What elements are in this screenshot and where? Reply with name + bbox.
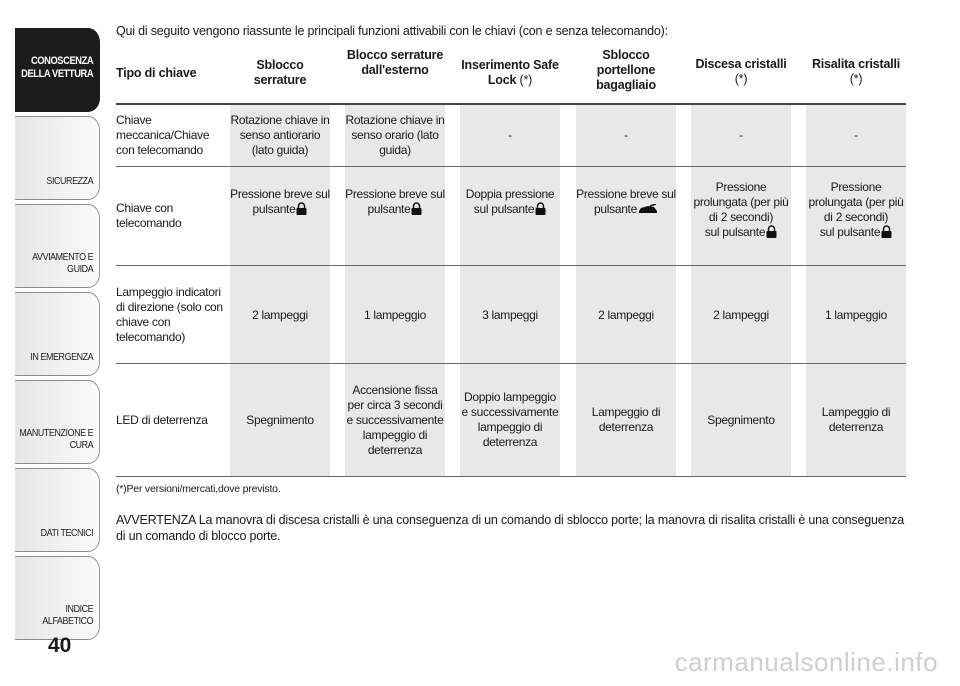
cell-led-windows-up: Lampeggio di deterrenza (821, 405, 891, 434)
warning-note: AVVERTENZA La manovra di discesa cristalli è una conseguenza di un comando di sblocco porte; la manovra di risalita cristalli è una conseguenza di un comando di blocco porte. (116, 513, 905, 544)
tab-avviamento[interactable]: AVVIAMENTO E GUIDA (15, 204, 100, 288)
row-label-remote: Chiave con telecomando (116, 201, 182, 230)
cell-indicators-windows-up: 1 lampeggio (824, 307, 888, 322)
header-lock-outside: Blocco serrature dall'esterno (346, 48, 444, 77)
page-number: 40 (48, 634, 72, 657)
cell-led-windows-down: Spegnimento (707, 412, 775, 427)
watermark: carmanualsonline.info (674, 647, 938, 677)
cell-remote-windows-up: Pressione prolungata (per più di 2 secondi) sul pulsante (808, 180, 904, 239)
row-divider (116, 166, 906, 167)
cell-led-lock: Accensione fissa per circa 3 secondi e successivamente lampeggio di deterrenza (346, 382, 444, 457)
car-trunk-icon (638, 204, 658, 214)
tab-indice[interactable]: INDICE ALFABETICO (15, 556, 100, 640)
header-trunk: Sblocco portellone bagagliaio (596, 48, 656, 92)
table-bottom-rule (116, 476, 906, 477)
cell-mechanical-safelock: - (508, 127, 512, 142)
padlock-icon (766, 225, 777, 238)
cell-indicators-safelock: 3 lampeggi (482, 307, 538, 322)
cell-remote-lock: Pressione breve sul pulsante (345, 187, 445, 216)
cell-mechanical-lock: Rotazione chiave in senso orario (lato guida) (345, 112, 445, 157)
row-label-indicators: Lampeggio indicatori di direzione (solo con chiave con telecomando) (116, 285, 223, 344)
intro-text: Qui di seguito vengono riassunte le principali funzioni attivabili con le chiavi (con e senza telecomando): (116, 24, 668, 38)
header-windows-down: Discesa cristalli (*) (695, 57, 787, 86)
cell-remote-trunk: Pressione breve sul pulsante (576, 187, 676, 216)
cell-indicators-windows-down: 2 lampeggi (713, 307, 769, 322)
header-key-type: Tipo di chiave (116, 66, 197, 80)
cell-led-trunk: Lampeggio di deterrenza (591, 405, 661, 434)
padlock-icon (881, 225, 892, 238)
cell-mechanical-unlock: Rotazione chiave in senso antiorario (lato guida) (230, 112, 330, 157)
cell-remote-windows-down: Pressione prolungata (per più di 2 secondi) sul pulsante (693, 180, 789, 239)
header-rule (116, 103, 906, 105)
tab-emergenza[interactable]: IN EMERGENZA (15, 292, 100, 376)
tab-dati-tecnici[interactable]: DATI TECNICI (15, 468, 100, 552)
cell-indicators-unlock: 2 lampeggi (252, 307, 308, 322)
cell-mechanical-windows-up: - (854, 127, 858, 142)
cell-led-safelock: Doppio lampeggio e successivamente lampeggio di deterrenza (461, 390, 559, 449)
row-label-mechanical: Chiave meccanica/Chiave con telecomando (116, 112, 210, 157)
tab-conoscenza[interactable]: CONOSCENZA DELLA VETTURA (15, 28, 100, 112)
cell-indicators-lock: 1 lampeggio (363, 307, 427, 322)
header-safe-lock: Inserimento Safe Lock (*) (461, 58, 559, 87)
tab-manutenzione[interactable]: MANUTENZIONE E CURA (15, 380, 100, 464)
padlock-icon (296, 202, 307, 215)
header-windows-up: Risalita cristalli (*) (811, 57, 901, 86)
padlock-icon (535, 202, 546, 215)
cell-mechanical-trunk: - (624, 127, 628, 142)
tab-sicurezza[interactable]: SICUREZZA (15, 116, 100, 200)
footnote: (*)Per versioni/mercati,dove previsto. (116, 483, 281, 495)
cell-remote-safelock: Doppia pressione sul pulsante (465, 187, 555, 216)
header-unlock: Sblocco serrature (253, 58, 307, 87)
row-divider (116, 265, 906, 266)
cell-led-unlock: Spegnimento (246, 412, 314, 427)
row-divider (116, 363, 906, 364)
cell-mechanical-windows-down: - (739, 127, 743, 142)
padlock-icon (411, 202, 422, 215)
cell-remote-unlock: Pressione breve sul pulsante (230, 187, 330, 216)
cell-indicators-trunk: 2 lampeggi (598, 307, 654, 322)
row-label-led: LED di deterrenza (116, 412, 208, 427)
